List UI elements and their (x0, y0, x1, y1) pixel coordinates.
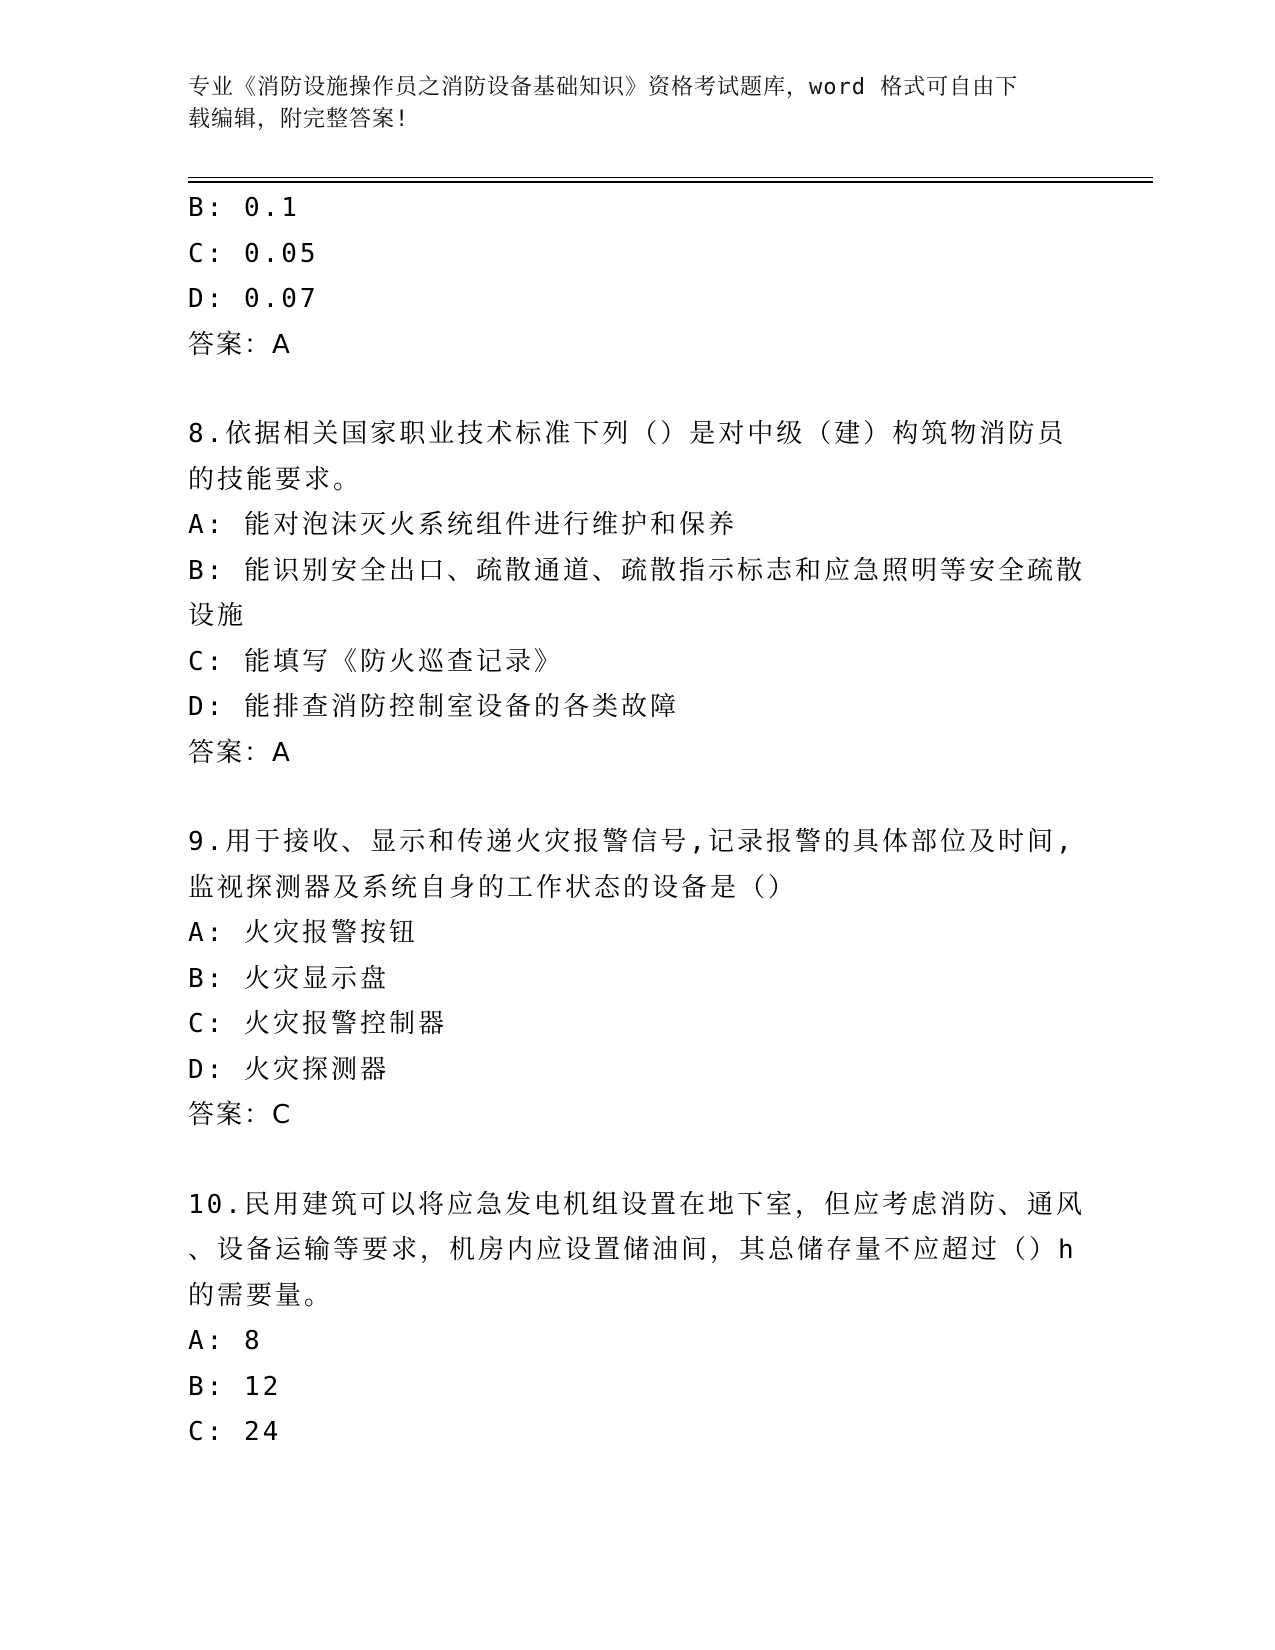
option-a: A: 8 (188, 1326, 263, 1356)
option-a: A: 火灾报警按钮 (188, 918, 418, 948)
option-d: D: 0.07 (188, 284, 319, 314)
question-stem-cont: 的需要量。 (188, 1280, 334, 1311)
page-header (188, 72, 1068, 136)
option-c: C: 火灾报警控制器 (188, 1009, 447, 1039)
question-stem-cont: 监视探测器及系统自身的工作状态的设备是（） (188, 872, 798, 903)
option-b: B: 12 (188, 1371, 282, 1402)
answer: 答案：A (188, 737, 292, 768)
spacer (188, 1139, 1088, 1183)
option-b: B: 火灾显示盘 (188, 963, 389, 994)
option-d: D: 火灾探测器 (188, 1054, 389, 1085)
spacer (188, 776, 1088, 820)
question-list (188, 186, 1088, 1456)
question-8 (188, 412, 1088, 776)
header-rule-thick (188, 181, 1153, 183)
option-d: D: 能排查消防控制室设备的各类故障 (188, 692, 679, 722)
option-a: A: 能对泡沫灭火系统组件进行维护和保养 (188, 510, 737, 540)
answer: 答案：C (188, 1100, 293, 1130)
header-line-2: 载编辑，附完整答案! (188, 107, 410, 132)
option-c: C: 能填写《防火巡查记录》 (188, 646, 563, 677)
header-rule-thin (188, 177, 1153, 178)
question-stem: 9.用于接收、显示和传递火灾报警信号,记录报警的具体部位及时间, (188, 827, 1075, 857)
answer: 答案：A (188, 329, 292, 360)
question-stem-cont: 的技能要求。 (188, 464, 363, 495)
question-10 (188, 1183, 1088, 1456)
option-c: C: 24 (188, 1417, 282, 1447)
question-7-continued (188, 186, 1088, 368)
spacer (188, 368, 1088, 412)
header-line-1: 专业《消防设施操作员之消防设备基础知识》资格考试题库，word 格式可自由下 (188, 75, 1019, 100)
question-9 (188, 820, 1088, 1139)
option-b: B: 能识别安全出口、疏散通道、疏散指示标志和应急照明等安全疏散 (188, 555, 1085, 586)
option-b-cont: 设施 (188, 601, 247, 631)
option-b: B: 0.1 (188, 193, 300, 223)
question-stem: 8.依据相关国家职业技术标准下列（）是对中级（建）构筑物消防员 (188, 419, 1067, 449)
question-stem: 10.民用建筑可以将应急发电机组设置在地下室，但应考虑消防、通风 (188, 1189, 1085, 1220)
option-c: C: 0.05 (188, 238, 319, 269)
question-stem-cont: 、设备运输等要求，机房内应设置储油间，其总储存量不应超过（）h (188, 1235, 1077, 1265)
